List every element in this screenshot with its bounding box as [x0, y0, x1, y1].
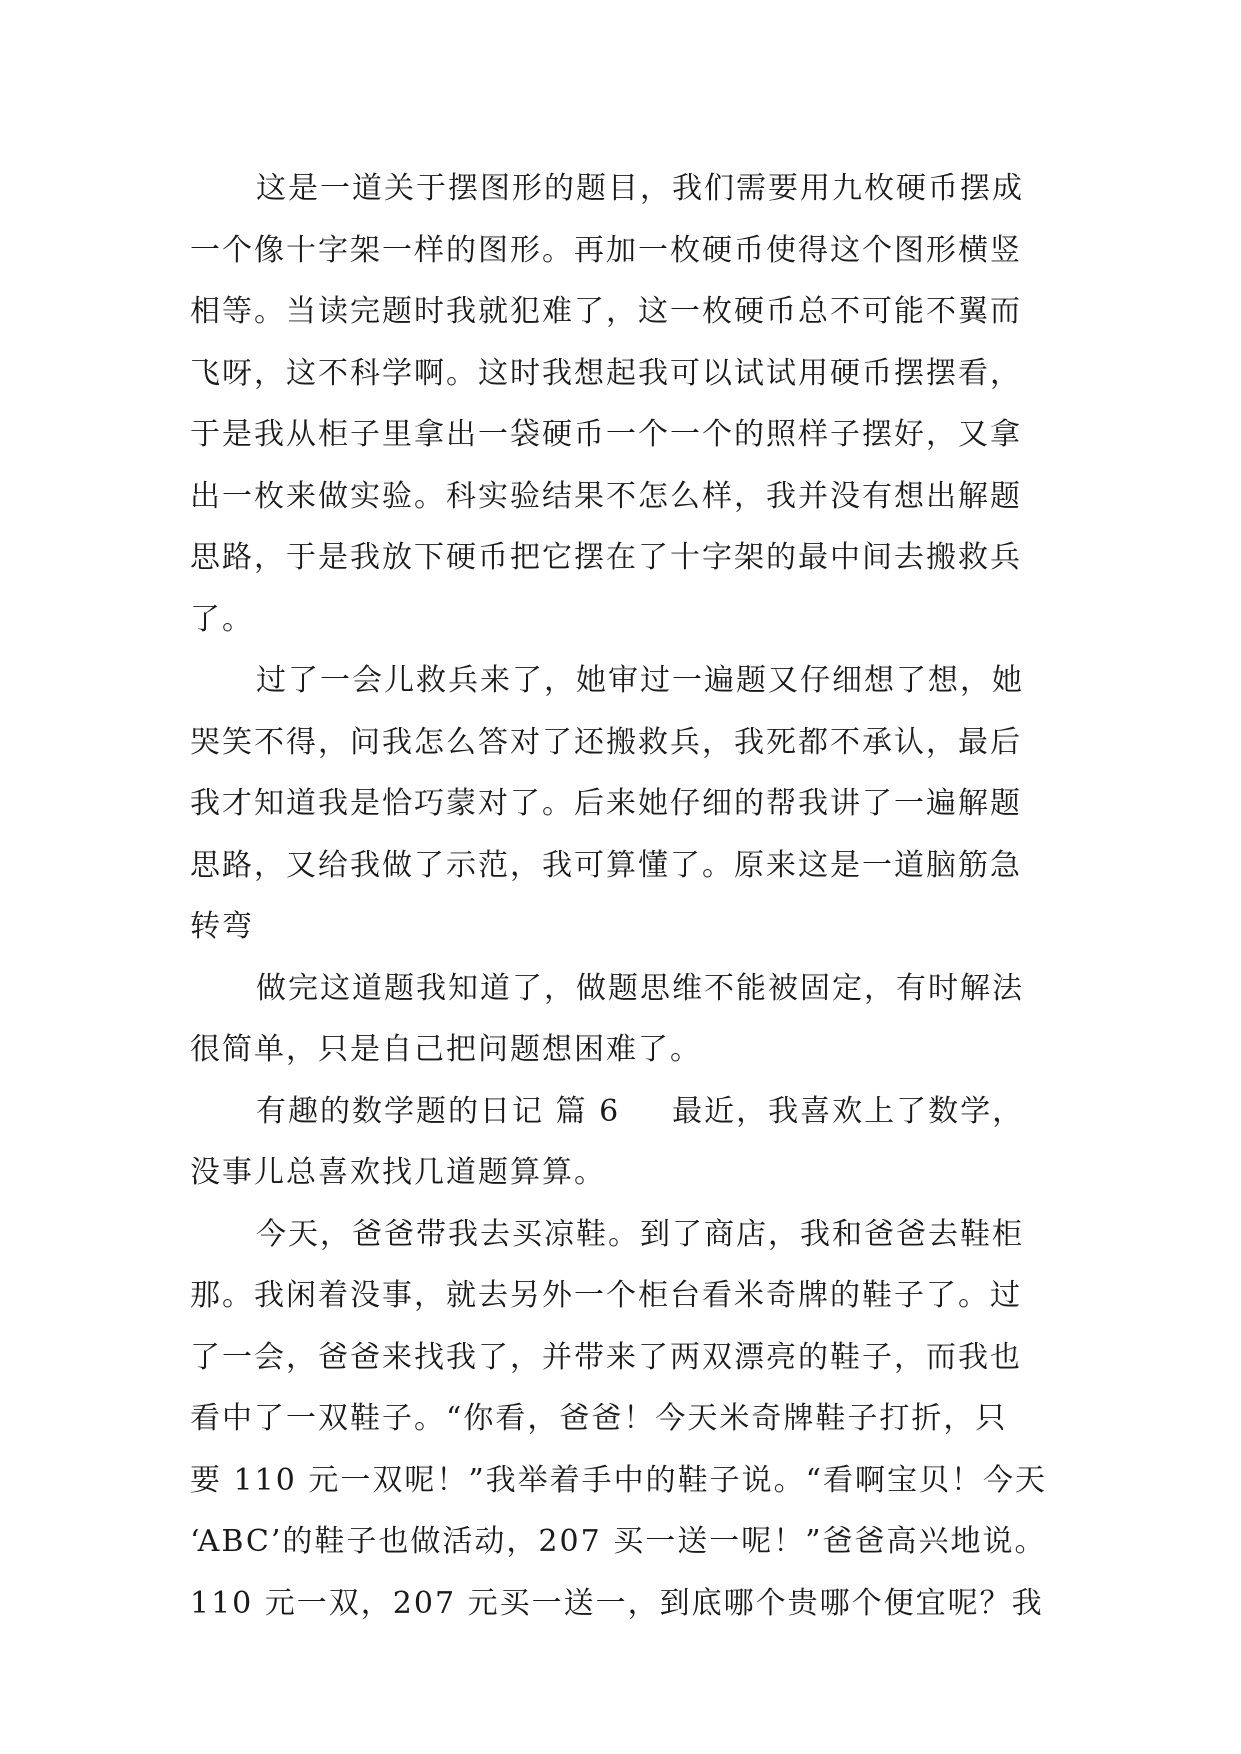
text-line: 要 110 元一双呢！”我举着手中的鞋子说。“看啊宝贝！今天	[190, 1462, 1048, 1498]
text-line: 思路，又给我做了示范，我可算懂了。原来这是一道脑筋急	[190, 847, 1022, 883]
text-line: 思路，于是我放下硬币把它摆在了十字架的最中间去搬救兵	[190, 540, 1022, 575]
heading-line	[190, 1081, 1060, 1143]
text-segment: 最近，我喜欢上了数学，	[672, 1093, 1025, 1129]
text-line: 这是一道关于摆图形的题目，我们需要用九枚硬币摆成	[256, 171, 1024, 206]
text-line: 出一枚来做实验。科实验结果不怎么样，我并没有想出解题	[190, 478, 1022, 514]
text-line: 做完这道题我知道了，做题思维不能被固定，有时解法	[256, 970, 1024, 1006]
text-line: 一个像十字架一样的图形。再加一枚硬币使得这个图形横竖	[190, 232, 1022, 268]
text-line: 我才知道我是恰巧蒙对了。后来她仔细的帮我讲了一遍解题	[190, 786, 1022, 821]
text-line: 那。我闲着没事，就去另外一个柜台看米奇牌的鞋子了。过	[190, 1278, 1022, 1313]
text-line: ‘ABC’的鞋子也做活动，207 买一送一呢！”爸爸高兴地说。	[190, 1524, 1047, 1559]
document-body	[190, 158, 1060, 1634]
text-line: 转弯	[190, 909, 254, 944]
text-line: 看中了一双鞋子。“你看，爸爸！今天米奇牌鞋子打折，只	[190, 1401, 1008, 1436]
text-line: 于是我从柜子里拿出一袋硬币一个一个的照样子摆好，又拿	[190, 417, 1022, 452]
text-line: 哭笑不得，问我怎么答对了还搬救兵，我死都不承认，最后	[190, 724, 1022, 760]
text-line: 了一会，爸爸来找我了，并带来了两双漂亮的鞋子，而我也	[190, 1339, 1022, 1375]
text-line: 了。	[190, 601, 254, 637]
text-line: 过了一会儿救兵来了，她审过一遍题又仔细想了想，她	[256, 663, 1024, 698]
text-line: 110 元一双，207 元买一送一，到底哪个贵哪个便宜呢？我	[190, 1585, 1044, 1621]
text-line: 飞呀，这不科学啊。这时我想起我可以试试用硬币摆摆看，	[190, 355, 1022, 391]
text-line: 很简单，只是自己把问题想困难了。	[190, 1032, 702, 1067]
text-line: 没事儿总喜欢找几道题算算。	[190, 1155, 606, 1190]
text-line: 相等。当读完题时我就犯难了，这一枚硬币总不可能不翼而	[190, 294, 1022, 329]
diary-entry-title: 有趣的数学题的日记 篇 6	[256, 1093, 621, 1129]
text-line: 今天，爸爸带我去买凉鞋。到了商店，我和爸爸去鞋柜	[256, 1216, 1024, 1252]
